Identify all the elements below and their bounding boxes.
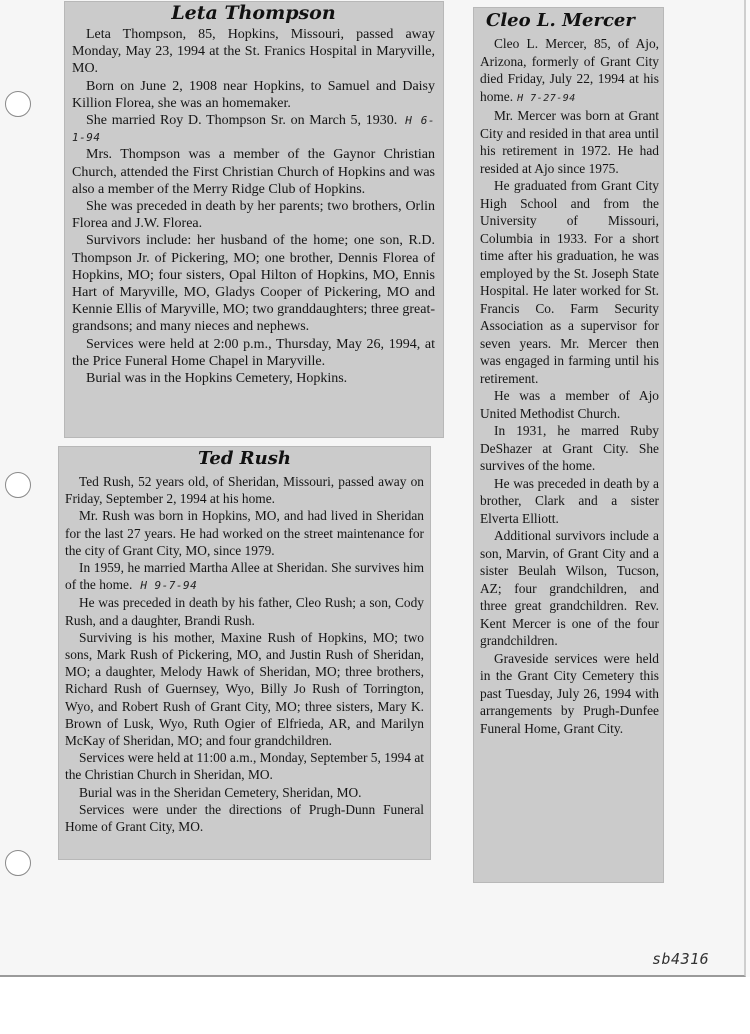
binder-hole-bottom	[5, 850, 31, 876]
paragraph-text: Cleo L. Mercer, 85, of Ajo, Arizona, formerly of Grant City died Friday, July 22, 1994 at his home.	[480, 36, 659, 104]
obituary-paragraph: Born on June 2, 1908 near Hopkins, to Samuel and Daisy Killion Florea, she was an homemaker.	[72, 78, 435, 111]
obituary-paragraph: Services were held at 11:00 a.m., Monday, September 5, 1994 at the Christian Church in Sheridan, MO.	[65, 750, 424, 783]
obituary-paragraph	[72, 112, 435, 146]
obituary-clipping-leta-thompson	[65, 2, 443, 437]
catalog-number: sb4316	[652, 950, 710, 968]
obituary-paragraph: Services were under the directions of Prugh-Dunn Funeral Home of Grant City, MO.	[65, 801, 424, 835]
handwritten-date-note: H 6-1-94	[72, 114, 435, 145]
obituary-paragraph: Services were held at 2:00 p.m., Thursday, May 26, 1994, at the Price Funeral Home Chapel in Maryville.	[72, 336, 435, 369]
obituary-paragraph: He was a member of Ajo United Methodist Church.	[480, 388, 659, 421]
binder-hole-middle	[5, 472, 31, 498]
handwritten-date-note: H 9-7-94	[140, 579, 198, 593]
obituary-paragraph: Burial was in the Sheridan Cemetery, Sheridan, MO.	[79, 784, 362, 800]
obituary-paragraph: Mr. Rush was born in Hopkins, MO, and had lived in Sheridan for the last 27 years. He had worked on the street maintenance for the city of Grant City, MO, since 1979.	[65, 508, 424, 558]
binder-hole-top	[5, 91, 31, 117]
obituary-title: Cleo L. Mercer	[486, 10, 635, 31]
obituary-paragraph: He graduated from Grant City High School and from the University of Missouri, Columbia in 1933. For a short time after his graduation, he was employed by the St. Joseph State Hospital. He later worked for St. Francis Co. Farm Security Association as a supervisor for seven years. Mr. Mercer then was engaged in farming until his retirement.	[480, 178, 659, 386]
scan-background	[0, 977, 750, 1034]
obituary-paragraph: Leta Thompson, 85, Hopkins, Missouri, passed away Monday, May 23, 1994 at the St. Franics Hospital in Maryville, MO.	[72, 27, 435, 77]
obituary-paragraph: Additional survivors include a son, Marvin, of Grant City and a sister Beulah Wilson, Tucson, AZ; four grandchildren, and three great grandchildren. Rev. Kent Mercer is one of the four grandchildren.	[480, 528, 659, 648]
obituary-paragraph: Graveside services were held in the Grant City Cemetery this past Tuesday, July 26, 1994 with arrangements by Prugh-Dunfee Funeral Home, Grant City.	[480, 650, 659, 736]
obituary-paragraph: Mrs. Thompson was a member of the Gaynor Christian Church, attended the First Christian Church of Hopkins and was also a member of the Merry Ridge Club of Hopkins.	[72, 147, 435, 197]
obituary-paragraph: Ted Rush, 52 years old, of Sheridan, Missouri, passed away on Friday, September 2, 1994 at his home.	[65, 474, 424, 507]
paragraph-text: In 1959, he married Martha Allee at Sheridan. She survives him of the home.	[65, 560, 424, 593]
handwritten-date-note: H 7-27-94	[517, 92, 576, 104]
obituary-paragraph: In 1931, he marred Ruby DeShazer at Grant City. She survives of the home.	[480, 423, 659, 473]
obituary-paragraph: Burial was in the Hopkins Cemetery, Hopkins.	[86, 371, 348, 387]
obituary-paragraph	[65, 559, 424, 594]
obituary-paragraph: He was preceded in death by his father, Cleo Rush; a son, Cody Rush, and a daughter, Brandi Rush.	[65, 595, 424, 628]
obituary-paragraph: Survivors include: her husband of the home; one son, R.D. Thompson Jr. of Pickering, MO; one brother, Dennis Florea of Hopkins, MO; four sisters, Opal Hilton of Hopkins, MO, Ennis Hart of Maryville, MO, Gladys Cooper of Pickering, MO and Kennie Ellis of Maryville, MO; two granddaughters; three great-grandsons; and many nieces and nephews.	[72, 233, 435, 335]
paragraph-text: She married Roy D. Thompson Sr. on March 5, 1930.	[86, 113, 398, 129]
obituary-clipping-cleo-mercer	[474, 8, 663, 882]
obituary-paragraph: She was preceded in death by her parents; two brothers, Orlin Florea and J.W. Florea.	[72, 199, 435, 232]
obituary-paragraph: Surviving is his mother, Maxine Rush of Hopkins, MO; two sons, Mark Rush of Pickering, MO, and Justin Rush of Sheridan, MO; a daughter, Melody Hawk of Sheridan, MO; three brothers, Richard Rush of Guernsey, Wyo, Billy Jo Rush of Torrington, Wyo, and Robert Rush of Grant City, MO; three sisters, Mary K. Brown of Lusk, Wyo, Ruth Ogier of Elfrieda, AR, and Marilyn McKay of Sheridan, MO; and four grandchildren.	[65, 629, 424, 749]
obituary-title: Ted Rush	[198, 448, 291, 469]
obituary-clipping-ted-rush	[59, 447, 430, 859]
obituary-paragraph: He was preceded in death by a brother, Clark and a sister Elverta Elliott.	[480, 475, 659, 526]
obituary-paragraph	[480, 35, 659, 107]
obituary-paragraph: Mr. Mercer was born at Grant City and resided in that area until his retirement in 1972. He had resided at Ajo since 1975.	[480, 108, 659, 176]
obituary-title: Leta Thompson	[171, 2, 336, 24]
